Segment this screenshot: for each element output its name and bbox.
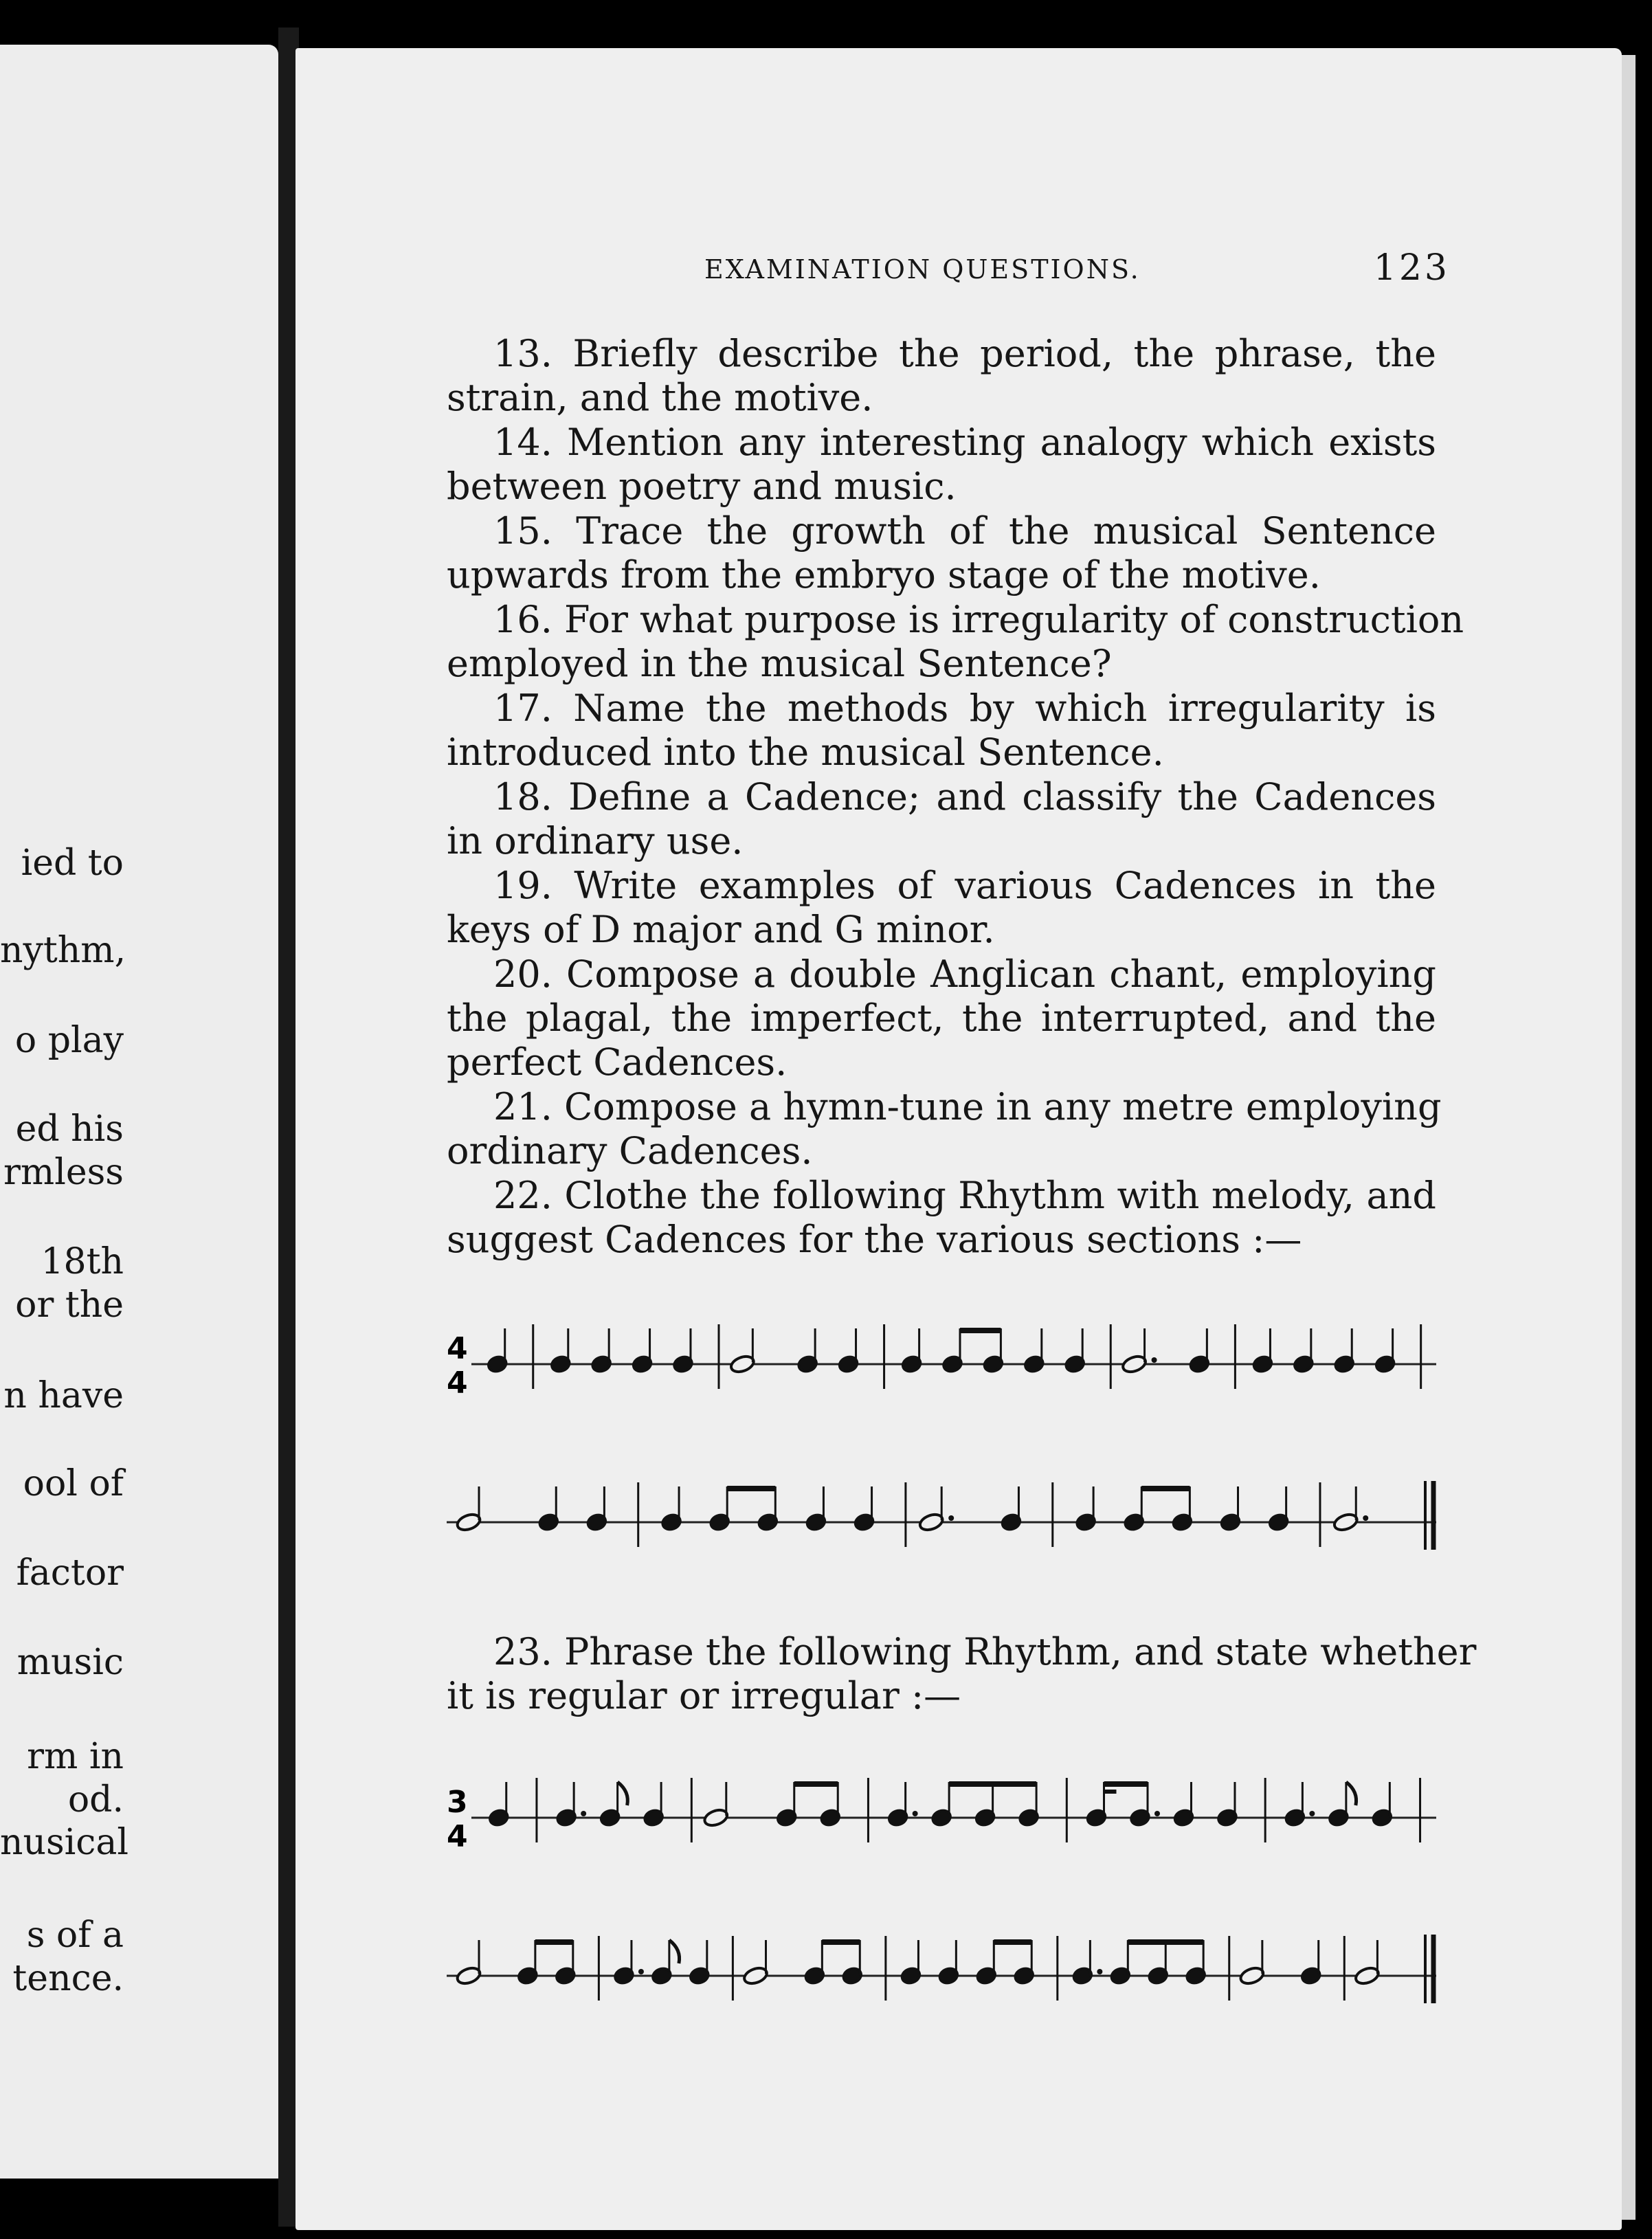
question-line: 13. Briefly describe the period, the phrase, the — [493, 332, 1436, 375]
question-line: 15. Trace the growth of the musical Sentence — [493, 509, 1436, 553]
question-20 — [447, 953, 1436, 1084]
dot — [1097, 1969, 1102, 1974]
question-line: introduced into the musical Sentence. — [447, 731, 1164, 774]
question-15 — [447, 509, 1436, 597]
question-line: 23. Phrase the following Rhythm, and state whether — [493, 1630, 1477, 1673]
dot — [581, 1811, 586, 1816]
facing-line: ool of — [23, 1463, 124, 1504]
question-14 — [447, 421, 1436, 509]
question-line: 18. Define a Cadence; and classify the Cadences — [493, 775, 1436, 818]
question-line: 20. Compose a double Anglican chant, employing — [493, 953, 1436, 996]
facing-line: ied to — [21, 843, 124, 884]
question-18 — [447, 775, 1436, 863]
facing-line: o play — [14, 1020, 124, 1061]
question-13 — [447, 332, 1436, 420]
dot — [913, 1811, 918, 1816]
facing-line: nythm, — [0, 930, 126, 971]
dot — [638, 1969, 644, 1974]
question-line: 17. Name the methods by which irregularity is — [493, 687, 1436, 730]
question-line: in ordinary use. — [447, 819, 744, 862]
time-signature-bottom: 4 — [447, 1366, 468, 1401]
question-line: 22. Clothe the following Rhythm with melody, and — [493, 1174, 1436, 1217]
facing-line: nusical — [0, 1822, 129, 1863]
flag — [669, 1940, 680, 1963]
facing-page — [0, 45, 278, 2179]
question-line: perfect Cadences. — [447, 1040, 788, 1084]
question-line: between poetry and music. — [447, 465, 957, 508]
question-line: upwards from the embryo stage of the motive. — [447, 553, 1321, 597]
question-line: ordinary Cadences. — [447, 1129, 813, 1172]
facing-page-text — [0, 45, 129, 2179]
facing-line: or the — [15, 1284, 124, 1326]
rhythm-2-line-1 — [447, 1763, 1450, 1866]
dot — [1309, 1811, 1315, 1816]
facing-line: tence. — [12, 1958, 124, 1999]
facing-line: ed his — [15, 1109, 124, 1150]
question-line: 16. For what purpose is irregularity of construction — [493, 598, 1464, 641]
facing-line: factor — [16, 1552, 124, 1594]
dot — [948, 1515, 954, 1521]
rhythm-2-line-2 — [447, 1921, 1450, 2024]
question-line: strain, and the motive. — [447, 376, 873, 419]
rhythm-1-line-2 — [447, 1467, 1450, 1570]
facing-line: n have — [3, 1375, 124, 1416]
question-line: 19. Write examples of various Cadences in the — [493, 864, 1436, 907]
dot — [1154, 1811, 1160, 1816]
facing-line: rmless — [3, 1152, 124, 1193]
question-line: 21. Compose a hymn-tune in any metre employing — [493, 1085, 1442, 1128]
facing-line: rm in — [27, 1736, 124, 1777]
question-line: suggest Cadences for the various sections :— — [447, 1218, 1302, 1261]
question-16 — [447, 598, 1464, 686]
running-title: EXAMINATION QUESTIONS. — [704, 254, 1141, 285]
dot — [1152, 1357, 1157, 1363]
page-edge — [1622, 55, 1636, 2220]
time-signature-top: 4 — [447, 1331, 468, 1366]
facing-line: s of a — [26, 1915, 124, 1956]
dot — [1363, 1515, 1368, 1521]
question-23 — [447, 1630, 1477, 1718]
question-line: 14. Mention any interesting analogy which exists — [493, 421, 1436, 464]
rhythm-1-line-1 — [447, 1309, 1450, 1412]
question-line: the plagal, the imperfect, the interrupted, and the — [447, 996, 1436, 1040]
flag — [618, 1782, 628, 1805]
question-19 — [447, 864, 1436, 952]
question-line: employed in the musical Sentence? — [447, 642, 1112, 685]
page-number: 123 — [1373, 247, 1450, 289]
time-signature-top: 3 — [447, 1785, 468, 1820]
time-signature-bottom: 4 — [447, 1819, 468, 1854]
facing-line: 18th — [41, 1241, 124, 1282]
question-22 — [447, 1174, 1436, 1262]
question-17 — [447, 687, 1436, 775]
question-line: it is regular or irregular :— — [447, 1674, 961, 1717]
facing-line: od. — [67, 1779, 124, 1820]
flag — [1346, 1782, 1357, 1805]
question-line: keys of D major and G minor. — [447, 908, 995, 951]
question-21 — [447, 1085, 1442, 1173]
facing-line: music — [16, 1642, 124, 1683]
